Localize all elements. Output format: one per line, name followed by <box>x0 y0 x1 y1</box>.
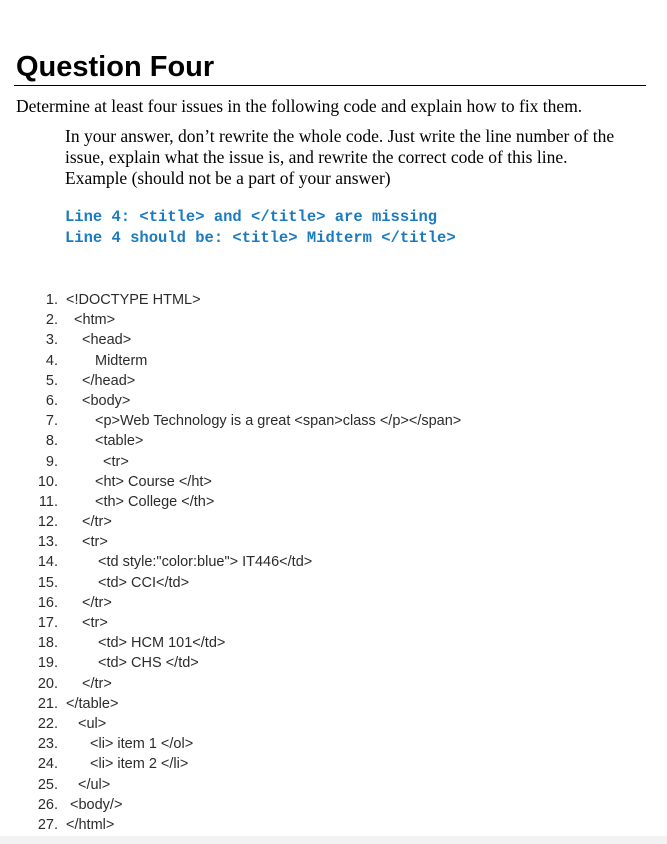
line-number: 23. <box>37 736 58 753</box>
line-code: <body/> <box>70 796 123 813</box>
answer-note-line: issue, explain what the issue is, and rewrite the correct code of this line. <box>65 147 568 167</box>
line-number: 3. <box>45 332 58 349</box>
code-line <box>0 552 667 572</box>
line-number: 6. <box>45 392 58 409</box>
line-code: <ul> <box>78 715 107 732</box>
line-code: </ul> <box>78 776 111 793</box>
line-code: Midterm <box>95 352 148 369</box>
code-line <box>0 694 667 714</box>
line-code: </html> <box>66 816 115 833</box>
code-line <box>0 795 667 815</box>
code-line <box>0 754 667 774</box>
code-line <box>0 472 667 492</box>
code-line <box>0 452 667 472</box>
code-listing <box>0 290 667 835</box>
line-code: <li> item 1 </ol> <box>90 736 194 753</box>
line-code: </tr> <box>82 514 112 531</box>
code-line <box>0 411 667 431</box>
line-number: 27. <box>37 816 58 833</box>
line-code: <ht> Course </ht> <box>95 473 212 490</box>
example-line: Line 4 should be: <title> Midterm </title> <box>65 229 456 247</box>
line-code: <td> HCM 101</td> <box>98 635 226 652</box>
line-code: </table> <box>66 695 119 712</box>
line-code: <td style:"color:blue"> IT446</td> <box>98 554 313 571</box>
line-code: <!DOCTYPE HTML> <box>66 292 201 308</box>
code-line <box>0 593 667 613</box>
code-line <box>0 653 667 673</box>
line-number: 18. <box>37 635 58 652</box>
line-number: 24. <box>37 756 58 773</box>
line-code: <tr> <box>82 534 108 551</box>
line-code: <head> <box>82 332 132 349</box>
example-answer <box>65 207 456 249</box>
line-number: 1. <box>45 292 58 308</box>
answer-instructions <box>65 126 655 189</box>
question-instruction: Determine at least four issues in the following code and explain how to fix them. <box>16 96 583 116</box>
code-line <box>0 351 667 371</box>
code-line <box>0 391 667 411</box>
title-divider <box>14 85 646 86</box>
code-line <box>0 613 667 633</box>
line-code: <body> <box>82 392 131 409</box>
line-code: <p>Web Technology is a great <span>class </p></span> <box>95 413 462 430</box>
line-number: 12. <box>37 514 58 531</box>
line-code: <tr> <box>82 615 108 631</box>
code-line <box>0 633 667 653</box>
code-line <box>0 815 667 835</box>
line-number: 16. <box>37 594 58 611</box>
line-number: 22. <box>37 715 58 732</box>
line-number: 25. <box>37 776 58 793</box>
line-number: 2. <box>45 312 58 329</box>
line-number: 5. <box>45 372 58 389</box>
line-code: <td> CCI</td> <box>98 574 190 591</box>
line-code: <li> item 2 </li> <box>90 756 189 773</box>
line-code: <table> <box>95 433 144 450</box>
line-number: 15. <box>37 574 58 591</box>
code-line <box>0 734 667 754</box>
line-number: 9. <box>45 453 58 470</box>
line-number: 14. <box>37 554 58 571</box>
line-number: 20. <box>37 675 58 692</box>
line-number: 13. <box>37 534 58 551</box>
question-title: Question Four <box>16 51 215 83</box>
line-number: 26. <box>37 796 58 813</box>
code-line <box>0 674 667 694</box>
line-number: 10. <box>37 473 58 490</box>
line-number: 8. <box>45 433 58 450</box>
line-number: 19. <box>37 655 58 672</box>
line-code: <tr> <box>103 453 129 470</box>
code-line <box>0 310 667 330</box>
line-number: 11. <box>38 493 58 510</box>
line-number: 7. <box>45 413 58 430</box>
code-line <box>0 775 667 795</box>
code-line <box>0 371 667 391</box>
line-number: 4. <box>45 352 58 369</box>
code-line <box>0 431 667 451</box>
line-number: 17. <box>37 615 58 631</box>
line-code: <td> CHS </td> <box>98 655 199 672</box>
code-line <box>0 330 667 350</box>
example-line: Line 4: <title> and </title> are missing <box>65 208 438 226</box>
line-code: <th> College </th> <box>95 493 215 510</box>
line-code: <htm> <box>74 312 116 329</box>
line-code: </head> <box>82 372 136 389</box>
code-line <box>0 290 667 310</box>
code-line <box>0 573 667 593</box>
line-code: </tr> <box>82 594 112 611</box>
code-line <box>0 512 667 532</box>
code-line <box>0 714 667 734</box>
code-line <box>0 532 667 552</box>
page-bottom-edge <box>0 836 667 844</box>
answer-note-line: Example (should not be a part of your answer) <box>65 168 391 188</box>
line-number: 21. <box>37 695 58 712</box>
line-code: </tr> <box>82 675 112 692</box>
answer-note-line: In your answer, don’t rewrite the whole code. Just write the line number of the <box>65 126 615 146</box>
code-line <box>0 492 667 512</box>
